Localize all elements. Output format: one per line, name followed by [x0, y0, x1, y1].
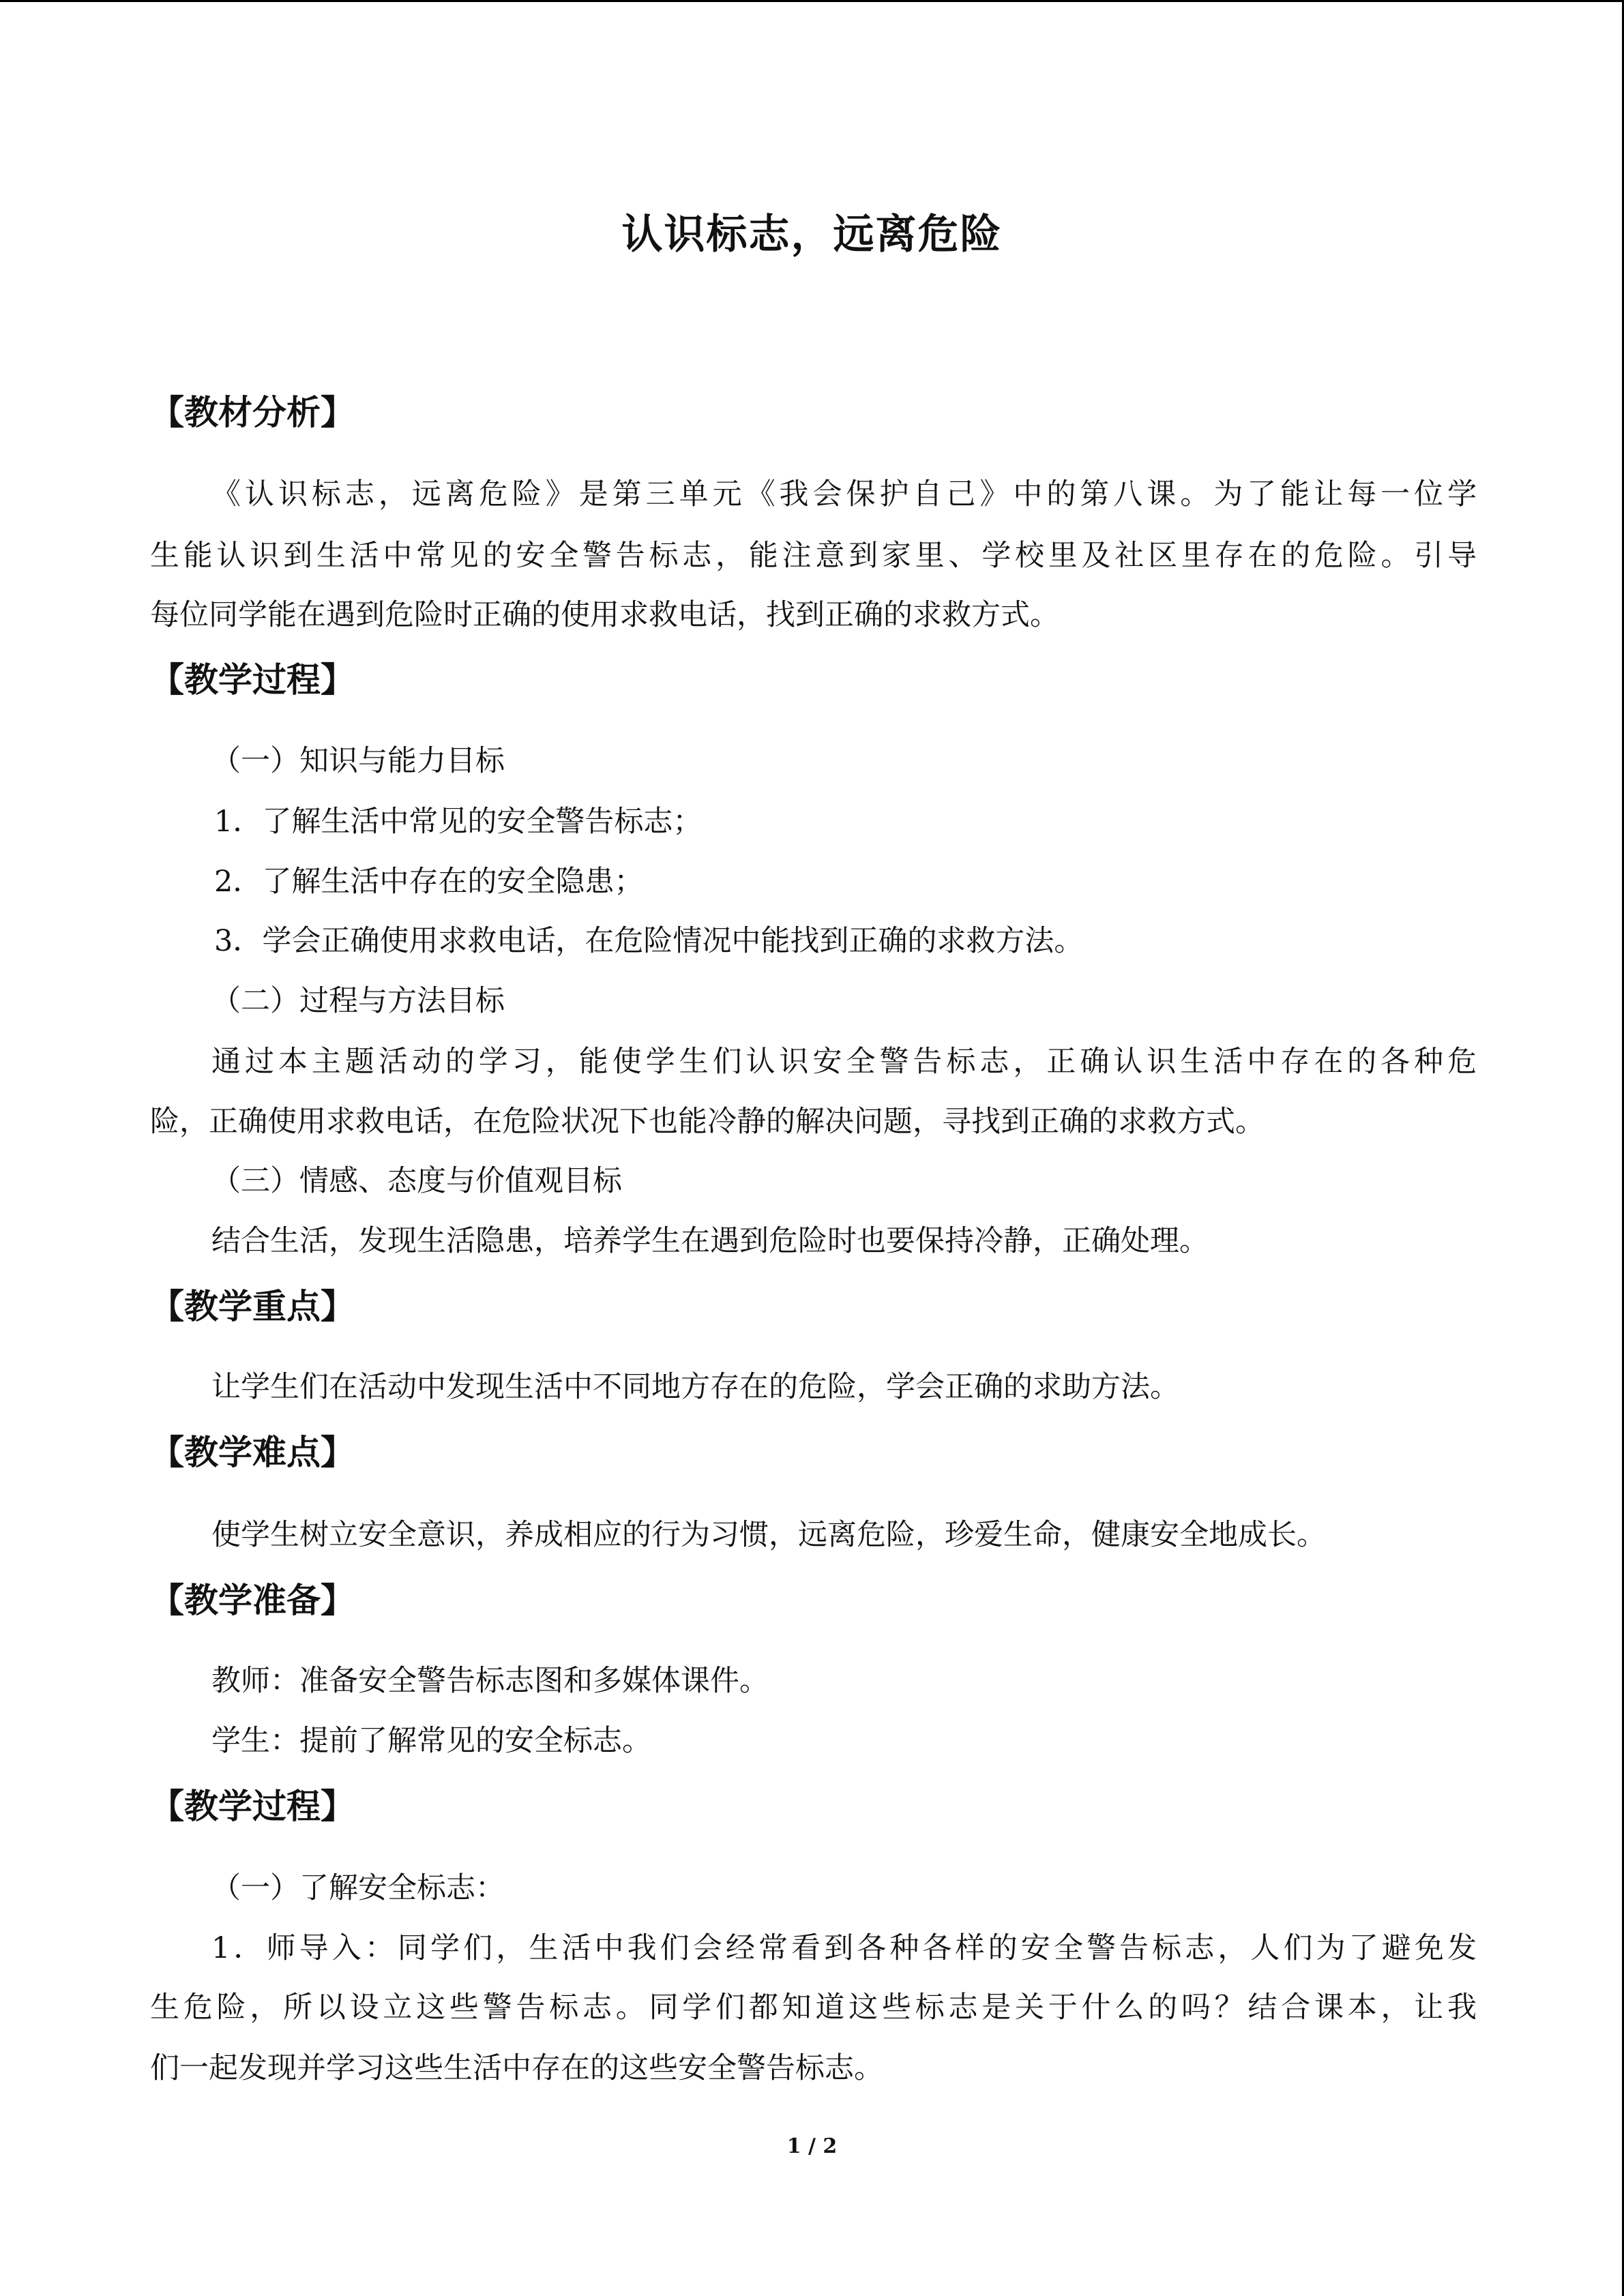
section-heading-preparation: 【教学准备】: [150, 1581, 355, 1620]
paragraph-line: 险，正确使用求救电话，在危险状况下也能冷静的解决问题，寻找到正确的求救方式。: [150, 1105, 1265, 1139]
subheading: （一）了解安全标志：: [211, 1871, 505, 1905]
page-number: 1 / 2: [786, 2134, 838, 2158]
paragraph-line: 生危险，所以设立这些警告标志。同学们都知道这些标志是关于什么的吗？结合课本，让我: [150, 1991, 1477, 2025]
paragraph-line: 结合生活，发现生活隐患，培养学生在遇到危险时也要保持冷静，正确处理。: [211, 1224, 1209, 1258]
subheading: （三）情感、态度与价值观目标: [211, 1164, 622, 1198]
list-item: 3．学会正确使用求救电话，在危险情况中能找到正确的求救方法。: [214, 924, 1084, 958]
paragraph-line: 1．师导入：同学们，生活中我们会经常看到各种各样的安全警告标志，人们为了避免发: [211, 1931, 1477, 1965]
paragraph-line: 使学生树立安全意识，养成相应的行为习惯，远离危险，珍爱生命，健康安全地成长。: [211, 1518, 1326, 1552]
paragraph-line: 让学生们在活动中发现生活中不同地方存在的危险，学会正确的求助方法。: [211, 1370, 1179, 1404]
paragraph-line: 教师：准备安全警告标志图和多媒体课件。: [211, 1664, 769, 1698]
section-heading-process: 【教学过程】: [150, 660, 355, 700]
section-heading-difficulty: 【教学难点】: [150, 1433, 355, 1472]
paragraph-line: 《认识标志，远离危险》是第三单元《我会保护自己》中的第八课。为了能让每一位学: [211, 477, 1477, 511]
paragraph-line: 学生：提前了解常见的安全标志。: [211, 1724, 651, 1758]
subheading: （二）过程与方法目标: [211, 984, 505, 1018]
section-heading-process-2: 【教学过程】: [150, 1787, 355, 1826]
section-heading-key: 【教学重点】: [150, 1287, 355, 1326]
section-heading-analysis: 【教材分析】: [150, 393, 355, 432]
list-item: 2．了解生活中存在的安全隐患；: [214, 865, 644, 899]
page-border-top: [0, 0, 1624, 2]
subheading: （一）知识与能力目标: [211, 744, 505, 778]
document-title: 认识标志，远离危险: [621, 211, 1003, 258]
paragraph-line: 每位同学能在遇到危险时正确的使用求救电话，找到正确的求救方式。: [150, 598, 1059, 632]
paragraph-line: 通过本主题活动的学习，能使学生们认识安全警告标志，正确认识生活中存在的各种危: [211, 1045, 1477, 1079]
list-item: 1．了解生活中常见的安全警告标志；: [214, 805, 703, 839]
paragraph-line: 生能认识到生活中常见的安全警告标志，能注意到家里、学校里及社区里存在的危险。引导: [150, 539, 1477, 573]
paragraph-line: 们一起发现并学习这些生活中存在的这些安全警告标志。: [150, 2051, 883, 2085]
